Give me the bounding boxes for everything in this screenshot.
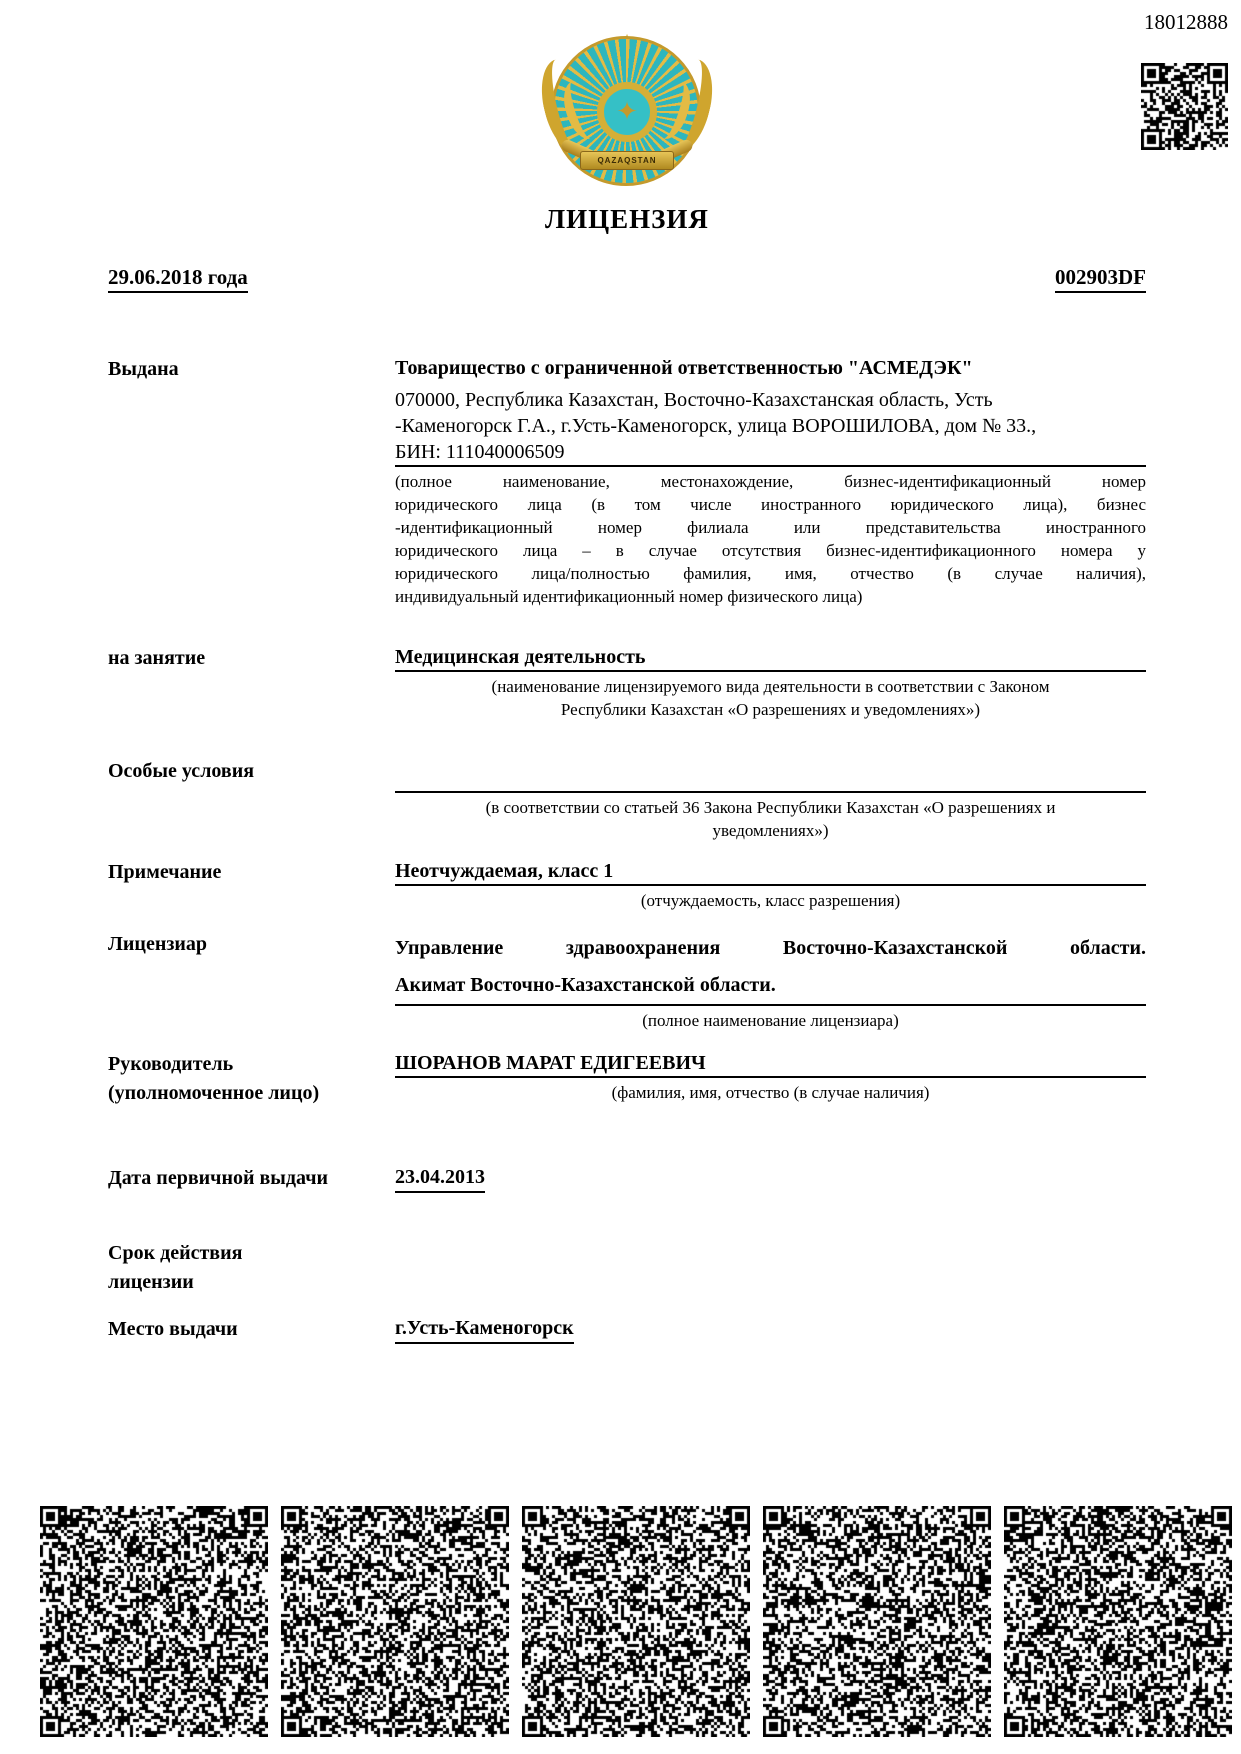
- field-first-issue-date: [108, 1164, 1146, 1193]
- document-serial-number: 18012888: [1144, 10, 1228, 34]
- emblem-shanyrak-icon: ✦: [597, 82, 657, 142]
- field-value-area: [395, 1239, 1146, 1297]
- qr-code: [1141, 63, 1228, 150]
- field-label: Руководитель (уполномоченное лицо): [108, 1053, 320, 1104]
- signature-barcode-2: [281, 1506, 509, 1737]
- document-body: [108, 0, 1146, 1344]
- field-head: [108, 1050, 1146, 1108]
- issued-to-note: (полное наименование, местонахождение, бизнес-идентификационный номер юридического лица (в том числе иностранного юридического лица), бизнес -идентификационный номер филиала или представительства иностранного юридического лица – в случае отсутствия бизнес-идентификационного номера у юридического лица/полностью фамилия, имя, отчество (в случае наличия), индивидуальный идентификационный номер физического лица): [395, 472, 1146, 606]
- field-rule: [395, 1004, 1146, 1006]
- licensor-value: Управление здравоохранения Восточно-Казахстанской области. Акимат Восточно-Казахстанской области.: [395, 937, 1146, 996]
- field-label: Выдана: [108, 358, 179, 380]
- licensor-note: (полное наименование лицензиара): [642, 1011, 899, 1030]
- head-value: ШОРАНОВ МАРАТ ЕДИГЕЕВИЧ: [395, 1052, 706, 1074]
- field-rule: [395, 465, 1146, 467]
- activity-note: (наименование лицензируемого вида деятельности в соответствии с Законом Республики Казахстан «О разрешениях и уведомлениях»): [491, 677, 1050, 719]
- field-value-area: [395, 1050, 1146, 1108]
- field-remark: [108, 858, 1146, 912]
- issue-place-value: г.Усть-Каменогорск: [395, 1315, 574, 1344]
- head-note: (фамилия, имя, отчество (в случае наличия): [611, 1083, 930, 1102]
- field-value-area: [395, 858, 1146, 912]
- signature-barcode-5: [1004, 1506, 1232, 1737]
- emblem-banner: QAZAQSTAN: [580, 151, 674, 170]
- special-conditions-value: [395, 757, 1146, 791]
- field-licensor: [108, 930, 1146, 1032]
- field-label: Место выдачи: [108, 1318, 238, 1340]
- issue-date: 29.06.2018 года: [108, 265, 248, 293]
- issued-to-address: 070000, Республика Казахстан, Восточно-Казахстанская область, Усть -Каменогорск Г.А., г.Усть-Каменогорск, улица ВОРОШИЛОВА, дом № 33., БИН: 111040006509: [395, 389, 1037, 463]
- field-validity: [108, 1239, 1146, 1297]
- page-title: ЛИЦЕНЗИЯ: [545, 204, 709, 234]
- signature-barcode-strip: [40, 1506, 1232, 1737]
- remark-note: (отчуждаемость, класс разрешения): [640, 891, 901, 910]
- field-label: Дата первичной выдачи: [108, 1167, 329, 1189]
- signature-barcode-1: [40, 1506, 268, 1737]
- activity-value: Медицинская деятельность: [395, 646, 646, 668]
- field-rule: [395, 670, 1146, 672]
- field-value-area: [395, 1164, 1146, 1193]
- license-number: 002903DF: [1055, 265, 1146, 293]
- field-label: Особые условия: [108, 760, 255, 782]
- field-value-area: [395, 644, 1146, 721]
- signature-barcode-3: [522, 1506, 750, 1737]
- field-activity: [108, 644, 1146, 721]
- field-special-conditions: [108, 757, 1146, 842]
- field-label: Лицензиар: [108, 933, 208, 955]
- field-label: Срок действия лицензии: [108, 1242, 243, 1293]
- field-label: Примечание: [108, 861, 222, 883]
- field-issued-to: [108, 355, 1146, 608]
- field-value-area: [395, 1315, 1146, 1344]
- issued-to-value: Товарищество с ограниченной ответственностью "АСМЕДЭК": [395, 357, 973, 379]
- field-rule: [395, 791, 1146, 793]
- field-rule: [395, 884, 1146, 886]
- first-issue-date-value: 23.04.2013: [395, 1164, 485, 1193]
- kazakhstan-coat-of-arms-icon: [536, 36, 718, 192]
- emblem-graphic: [536, 36, 718, 192]
- field-value-area: [395, 355, 1146, 608]
- field-issue-place: [108, 1315, 1146, 1344]
- field-value-area: [395, 930, 1146, 1032]
- field-rule: [395, 1076, 1146, 1078]
- field-label: на занятие: [108, 647, 206, 669]
- signature-barcode-4: [763, 1506, 991, 1737]
- field-value-area: [395, 757, 1146, 842]
- meta-row: [108, 265, 1146, 293]
- special-conditions-note: (в соответствии со статьей 36 Закона Республики Казахстан «О разрешениях и уведомлениях»): [485, 798, 1056, 840]
- remark-value: Неотчуждаемая, класс 1: [395, 860, 614, 882]
